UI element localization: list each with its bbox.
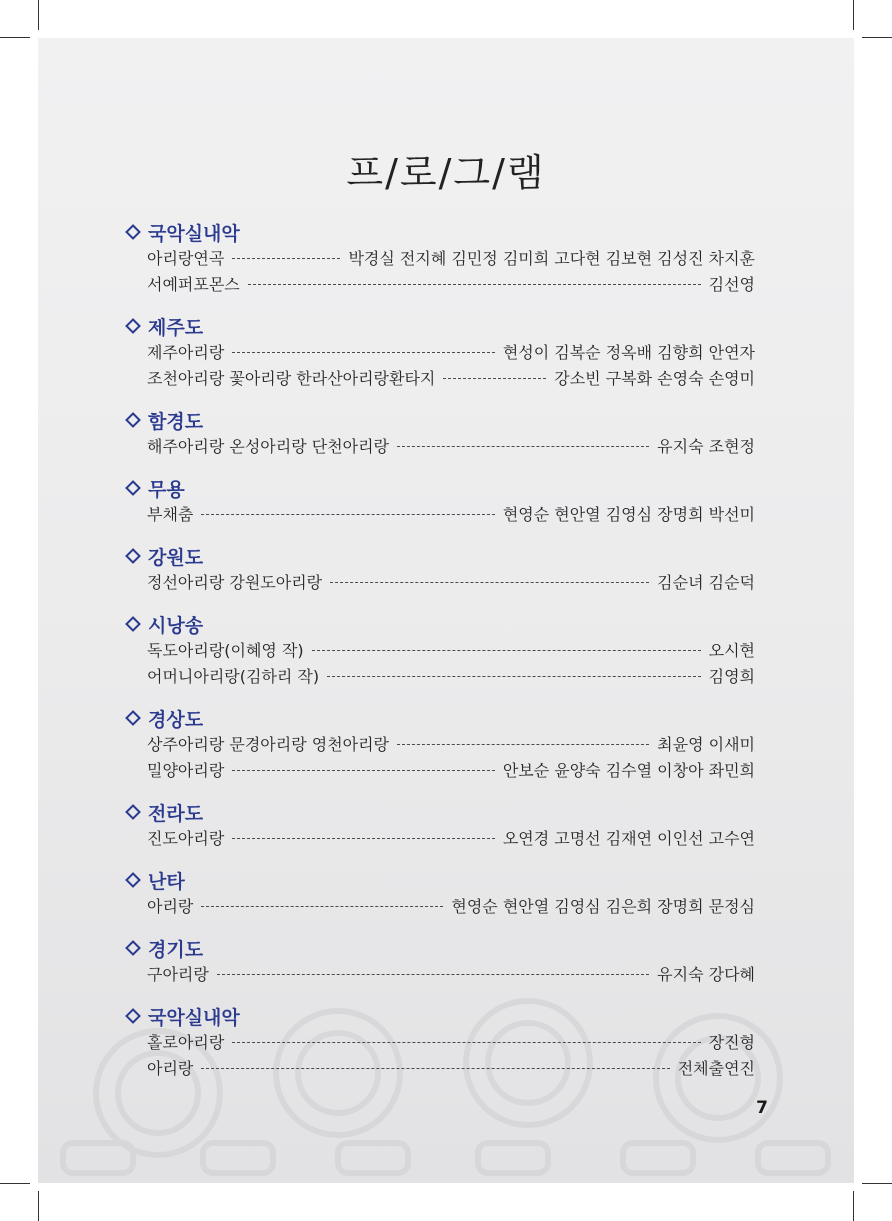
piece-title: 독도아리랑(이혜영 작) (147, 641, 304, 660)
performers: 오연경 고명선 김재연 이인선 고수연 (502, 829, 755, 848)
section-heading (125, 218, 755, 246)
leader-dashes (330, 582, 649, 583)
crop-mark (0, 1183, 30, 1184)
section-heading-label: 함경도 (148, 410, 204, 433)
program-section (125, 866, 755, 920)
leader-dashes (443, 378, 546, 379)
section-heading (125, 934, 755, 962)
leader-dashes (232, 352, 495, 353)
program-section (125, 474, 755, 528)
program-row (147, 434, 755, 460)
program-row (147, 340, 755, 366)
program-section (125, 1002, 755, 1082)
piece-title: 어머니아리랑(김하리 작) (147, 667, 320, 686)
piece-title: 상주아리랑 문경아리랑 영천아리랑 (147, 735, 390, 754)
performers: 현영순 현안열 김영심 장명희 박선미 (502, 505, 755, 524)
diamond-bullet-icon (125, 318, 141, 334)
program-row (147, 246, 755, 272)
program-row (147, 502, 755, 528)
program-section (125, 406, 755, 460)
piece-title: 아리랑 (147, 1059, 194, 1078)
diamond-bullet-icon (125, 480, 141, 496)
section-heading (125, 312, 755, 340)
leader-dashes (217, 974, 649, 975)
section-heading (125, 474, 755, 502)
piece-title: 밀양아리랑 (147, 761, 225, 780)
section-heading-label: 강원도 (148, 546, 204, 569)
crop-mark (38, 0, 39, 30)
diamond-bullet-icon (125, 804, 141, 820)
leader-dashes (397, 744, 649, 745)
program-row (147, 1056, 755, 1082)
program-row (147, 570, 755, 596)
crop-mark (853, 0, 854, 30)
performers: 강소빈 구복화 손영숙 손영미 (554, 369, 755, 388)
program-row (147, 1030, 755, 1056)
diamond-bullet-icon (125, 224, 141, 240)
piece-title: 구아리랑 (147, 965, 209, 984)
performers: 오시현 (708, 641, 755, 660)
performers: 김영희 (708, 667, 755, 686)
performers: 김선영 (708, 275, 755, 294)
leader-dashes (201, 1068, 669, 1069)
program-row (147, 758, 755, 784)
leader-dashes (327, 676, 700, 677)
piece-title: 진도아리랑 (147, 829, 225, 848)
performers: 전체출연진 (677, 1059, 755, 1078)
section-heading (125, 1002, 755, 1030)
program-section (125, 934, 755, 988)
diamond-bullet-icon (125, 940, 141, 956)
program-section (125, 704, 755, 784)
section-heading-label: 경상도 (148, 708, 204, 731)
crop-mark (38, 1191, 39, 1221)
crop-mark (862, 1183, 892, 1184)
piece-title: 부채춤 (147, 505, 194, 524)
performers: 안보순 윤양숙 김수열 이창아 좌민희 (502, 761, 755, 780)
leader-dashes (232, 258, 340, 259)
leader-dashes (201, 906, 443, 907)
diamond-bullet-icon (125, 412, 141, 428)
performers: 현성이 김복순 정옥배 김향희 안연자 (502, 343, 755, 362)
diamond-bullet-icon (125, 710, 141, 726)
section-heading (125, 866, 755, 894)
program-section (125, 798, 755, 852)
program-section (125, 542, 755, 596)
diamond-bullet-icon (125, 872, 141, 888)
piece-title: 제주아리랑 (147, 343, 225, 362)
piece-title: 홀로아리랑 (147, 1033, 225, 1052)
program-row (147, 638, 755, 664)
performers: 김순녀 김순덕 (657, 573, 755, 592)
section-heading-label: 제주도 (148, 316, 204, 339)
section-heading-label: 경기도 (148, 938, 204, 961)
piece-title: 아리랑 (147, 897, 194, 916)
diamond-bullet-icon (125, 548, 141, 564)
program-section (125, 218, 755, 298)
leader-dashes (397, 446, 649, 447)
program-section (125, 610, 755, 690)
page-title: 프/로/그/램 (346, 151, 546, 195)
performers: 장진형 (708, 1033, 755, 1052)
crop-mark (0, 37, 30, 38)
piece-title: 서예퍼포몬스 (147, 275, 240, 294)
section-heading-label: 국악실내악 (148, 222, 240, 245)
section-heading (125, 542, 755, 570)
performers: 현영순 현안열 김영심 김은희 장명희 문정심 (451, 897, 755, 916)
section-heading (125, 406, 755, 434)
section-heading (125, 704, 755, 732)
leader-dashes (248, 284, 701, 285)
piece-title: 정선아리랑 강원도아리랑 (147, 573, 323, 592)
leader-dashes (232, 1042, 700, 1043)
section-heading-label: 국악실내악 (148, 1006, 240, 1029)
program-section (125, 312, 755, 392)
leader-dashes (312, 650, 701, 651)
program-row (147, 826, 755, 852)
performers: 유지숙 조현정 (657, 437, 755, 456)
crop-mark (862, 37, 892, 38)
program-list (125, 218, 755, 1096)
crop-mark (853, 1191, 854, 1221)
section-heading (125, 610, 755, 638)
piece-title: 아리랑연곡 (147, 249, 225, 268)
program-row (147, 272, 755, 298)
piece-title: 조천아리랑 꽃아리랑 한라산아리랑환타지 (147, 369, 436, 388)
performers: 유지숙 강다혜 (657, 965, 755, 984)
program-row (147, 366, 755, 392)
leader-dashes (232, 770, 495, 771)
performers: 최윤영 이새미 (657, 735, 755, 754)
performers: 박경실 전지혜 김민정 김미희 고다현 김보현 김성진 차지훈 (348, 249, 755, 268)
program-row (147, 894, 755, 920)
program-row (147, 732, 755, 758)
program-row (147, 962, 755, 988)
section-heading-label: 전라도 (148, 802, 204, 825)
program-row (147, 664, 755, 690)
leader-dashes (232, 838, 495, 839)
page-number: 7 (756, 1098, 768, 1118)
leader-dashes (201, 514, 494, 515)
diamond-bullet-icon (125, 1008, 141, 1024)
section-heading-label: 시낭송 (148, 614, 204, 637)
section-heading (125, 798, 755, 826)
section-heading-label: 무용 (148, 478, 185, 501)
section-heading-label: 난타 (148, 870, 185, 893)
diamond-bullet-icon (125, 616, 141, 632)
piece-title: 해주아리랑 온성아리랑 단천아리랑 (147, 437, 390, 456)
